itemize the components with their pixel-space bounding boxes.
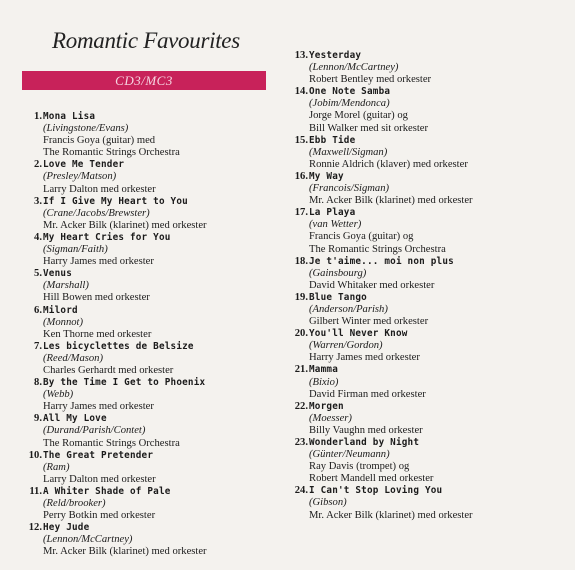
track-performer: Mr. Acker Bilk (klarinet) med orkester <box>309 509 473 521</box>
track-heading <box>28 232 290 244</box>
track-composer: (Sigman/Faith) <box>43 244 108 256</box>
track-performer: Perry Botkin med orkester <box>43 510 156 522</box>
track-item <box>294 86 570 134</box>
track-heading <box>28 159 290 171</box>
track-title: If I Give My Heart to You <box>43 195 188 207</box>
track-number: 20. <box>294 328 308 340</box>
track-title: Ebb Tide <box>309 134 356 146</box>
track-title: Hey Jude <box>43 522 90 534</box>
track-composer: (Reed/Mason) <box>43 352 104 364</box>
track-composer: (Günter/Neumann) <box>309 449 390 461</box>
track-heading <box>294 207 570 219</box>
track-composer: (Reld/brooker) <box>43 498 106 509</box>
track-item <box>294 135 570 171</box>
track-composer: (Gainsbourg) <box>309 267 367 279</box>
track-composer: (Francois/Sigman) <box>309 183 390 195</box>
track-number: 18. <box>294 255 308 267</box>
track-composer: (Gibson) <box>309 497 347 509</box>
track-item <box>28 450 290 486</box>
track-heading <box>28 450 290 462</box>
track-item <box>28 268 290 304</box>
track-heading <box>294 328 570 340</box>
track-performer: Gilbert Winter med orkester <box>309 316 429 328</box>
tracklist-right-column <box>294 50 570 522</box>
track-composer: (Ram) <box>43 461 70 473</box>
track-number: 8. <box>34 377 42 389</box>
track-title: Mamma <box>309 364 338 376</box>
track-composer: (Maxwell/Sigman) <box>309 146 388 158</box>
track-title: Love Me Tender <box>43 159 125 171</box>
track-item <box>28 486 290 522</box>
track-performer: Robert Bentley med orkester <box>309 74 432 86</box>
track-item <box>28 232 290 268</box>
track-title: All My Love <box>43 413 107 425</box>
track-title: Morgen <box>309 400 344 412</box>
track-title: You'll Never Know <box>309 328 408 340</box>
track-number: 6. <box>34 304 42 316</box>
track-composer: (Webb) <box>43 389 74 401</box>
track-performer: The Romantic Strings Orchestra <box>43 147 180 159</box>
track-performer: Hill Bowen med orkester <box>43 292 150 304</box>
track-item <box>28 341 290 377</box>
track-number: 24. <box>294 485 308 497</box>
track-item <box>294 292 570 328</box>
track-performer: Mr. Acker Bilk (klarinet) med orkester <box>43 219 207 231</box>
track-title: Milord <box>43 304 78 316</box>
track-number: 3. <box>34 195 42 207</box>
track-performer: Larry Dalton med orkester <box>43 473 156 485</box>
track-composer: (Marshall) <box>43 280 89 292</box>
track-title: A Whiter Shade of Pale <box>43 485 171 497</box>
track-heading <box>294 50 570 62</box>
track-item <box>28 196 290 232</box>
track-composer: (Warren/Gordon) <box>309 340 383 352</box>
track-performer: Francis Goya (guitar) med <box>43 135 156 147</box>
track-performer: Harry James med orkester <box>43 256 154 268</box>
track-performer: Harry James med orkester <box>309 352 420 364</box>
track-title: Les bicyclettes de Belsize <box>43 340 194 352</box>
track-heading <box>294 292 570 304</box>
track-number: 11. <box>29 485 42 497</box>
track-number: 19. <box>294 291 308 303</box>
track-number: 21. <box>294 364 308 376</box>
track-number: 15. <box>294 134 308 146</box>
track-number: 23. <box>294 437 308 448</box>
track-title: My Heart Cries for You <box>43 231 171 243</box>
track-number: 14. <box>294 86 308 98</box>
track-heading <box>294 135 570 147</box>
track-performer: The Romantic Strings Orchestra <box>43 437 180 449</box>
track-heading <box>28 522 290 534</box>
track-heading <box>28 486 290 498</box>
track-item <box>28 377 290 413</box>
track-performer: The Romantic Strings Orchestra <box>309 243 446 255</box>
track-composer: (Anderson/Parish) <box>309 303 388 315</box>
track-number: 17. <box>294 207 308 219</box>
track-item <box>294 171 570 207</box>
track-item <box>28 522 290 558</box>
track-title: The Great Pretender <box>43 449 154 461</box>
track-title: My Way <box>309 170 344 182</box>
track-number: 16. <box>294 170 308 182</box>
track-composer: (Durand/Parish/Contet) <box>43 425 146 437</box>
track-heading <box>294 437 570 449</box>
track-composer: (Monnot) <box>43 316 84 328</box>
track-composer: (Moesser) <box>309 412 352 424</box>
track-item <box>28 305 290 341</box>
track-heading <box>28 196 290 208</box>
track-number: 2. <box>34 159 42 171</box>
track-number: 7. <box>34 340 42 352</box>
track-number: 13. <box>294 50 308 61</box>
track-title: Mona Lisa <box>43 111 96 122</box>
track-composer: (Presley/Matson) <box>43 171 117 183</box>
track-item <box>294 328 570 364</box>
track-title: I Can't Stop Loving You <box>309 485 443 497</box>
track-title: One Note Samba <box>309 86 391 98</box>
track-item <box>28 159 290 195</box>
track-heading <box>294 171 570 183</box>
track-performer: Charles Gerhardt med orkester <box>43 364 174 376</box>
track-item <box>294 401 570 437</box>
track-heading <box>28 377 290 389</box>
track-item <box>294 207 570 255</box>
track-composer: (Jobim/Mendonca) <box>309 98 390 110</box>
track-performer: Mr. Acker Bilk (klarinet) med orkester <box>309 195 473 207</box>
track-heading <box>28 413 290 425</box>
track-performer: Bill Walker med sit orkester <box>309 122 428 134</box>
track-composer: (Crane/Jacobs/Brewster) <box>43 207 150 219</box>
track-performer: Jorge Morel (guitar) og <box>309 110 408 122</box>
track-performer: Larry Dalton med orkester <box>43 183 156 195</box>
track-item <box>294 485 570 521</box>
track-performer: Robert Mandell med orkester <box>309 473 434 485</box>
track-performer: Francis Goya (guitar) og <box>309 231 414 243</box>
track-composer: (Livingstone/Evans) <box>43 123 129 135</box>
track-heading <box>28 268 290 280</box>
track-number: 1. <box>34 111 42 122</box>
track-composer: (Bixio) <box>309 376 339 388</box>
tracklist-left-column <box>28 111 290 558</box>
format-band: CD3/MC3 <box>22 71 266 90</box>
track-composer: (Lennon/McCartney) <box>309 62 399 74</box>
track-title: Je t'aime... moi non plus <box>309 255 454 267</box>
track-title: By the Time I Get to Phoenix <box>43 377 206 389</box>
track-item <box>294 50 570 86</box>
track-performer: David Firman med orkester <box>309 388 426 400</box>
track-heading <box>294 364 570 376</box>
album-title: Romantic Favourites <box>52 28 240 53</box>
track-item <box>294 256 570 292</box>
track-number: 4. <box>34 231 42 243</box>
track-heading <box>294 485 570 497</box>
track-number: 5. <box>34 268 42 280</box>
track-number: 22. <box>294 400 308 412</box>
track-heading <box>28 111 290 123</box>
track-heading <box>28 305 290 317</box>
track-item <box>294 437 570 485</box>
track-performer: Harry James med orkester <box>43 401 154 413</box>
track-title: La Playa <box>309 207 356 219</box>
track-performer: Ken Thorne med orkester <box>43 328 152 340</box>
track-item <box>28 413 290 449</box>
track-composer: (van Wetter) <box>309 219 362 231</box>
track-number: 9. <box>34 413 42 425</box>
track-title: Blue Tango <box>309 291 367 303</box>
track-title: Wonderland by Night <box>309 437 420 448</box>
track-performer: Billy Vaughn med orkester <box>309 424 423 436</box>
track-heading <box>294 401 570 413</box>
track-performer: Ronnie Aldrich (klaver) med orkester <box>309 158 468 170</box>
track-title: Venus <box>43 268 72 280</box>
track-performer: Mr. Acker Bilk (klarinet) med orkester <box>43 546 207 558</box>
track-composer: (Lennon/McCartney) <box>43 534 133 546</box>
track-number: 12. <box>28 522 42 534</box>
track-heading <box>28 341 290 353</box>
track-heading <box>294 256 570 268</box>
track-item <box>28 111 290 159</box>
track-performer: David Whitaker med orkester <box>309 279 435 291</box>
track-heading <box>294 86 570 98</box>
track-performer: Ray Davis (trompet) og <box>309 461 410 473</box>
track-title: Yesterday <box>309 50 362 61</box>
track-number: 10. <box>28 449 42 461</box>
track-item <box>294 364 570 400</box>
